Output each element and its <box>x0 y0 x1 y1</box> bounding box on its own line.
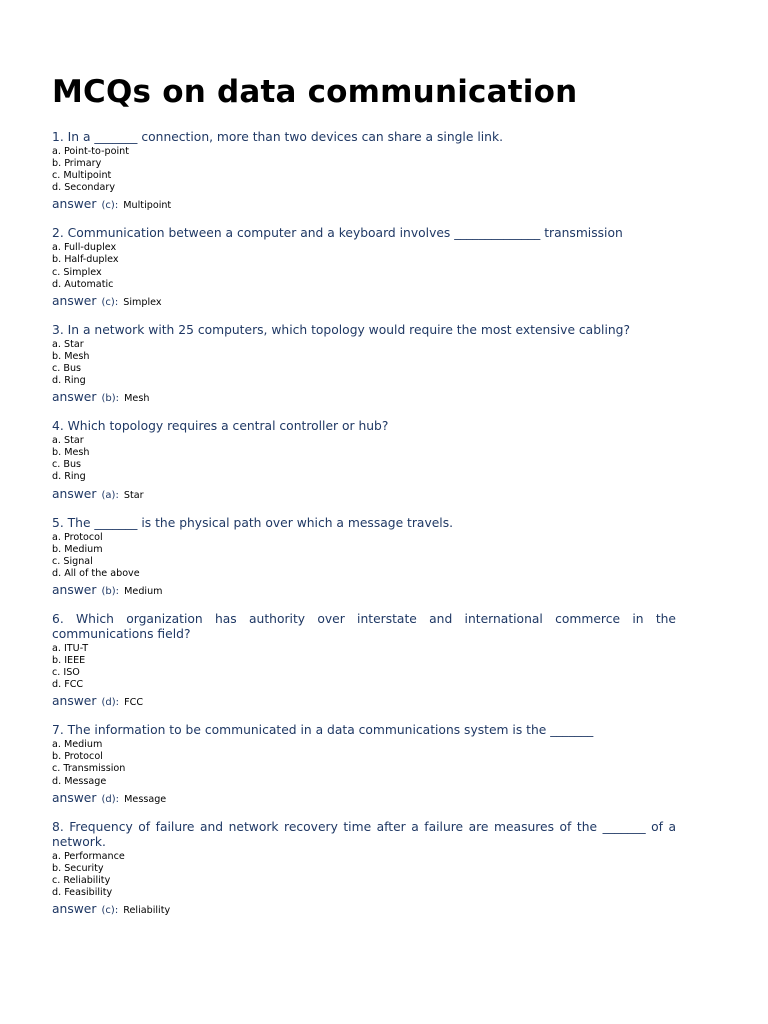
option-item: a. Full-duplex <box>52 242 117 254</box>
answer-label: answer <box>52 790 97 805</box>
answer-line <box>52 582 676 598</box>
answer-line <box>52 486 676 502</box>
answer-value: Reliability <box>123 905 171 916</box>
question-block <box>52 130 676 212</box>
answer-label: answer <box>52 694 97 709</box>
option-item: d. Ring <box>52 375 86 387</box>
option-item: c. Simplex <box>52 266 102 278</box>
option-item: a. Performance <box>52 850 125 862</box>
option-item: d. Ring <box>52 471 86 483</box>
option-item: c. Transmission <box>52 763 126 775</box>
answer-value: FCC <box>124 697 144 709</box>
answer-label: answer <box>52 582 97 597</box>
option-item: b. Mesh <box>52 447 90 459</box>
option-item: a. Star <box>52 338 84 350</box>
question-text: 1. In a _______ connection, more than two devices can share a single link. <box>52 130 503 144</box>
answer-line <box>52 901 676 917</box>
answer-key: (c): <box>101 296 119 308</box>
answer-line <box>52 196 676 212</box>
option-list <box>52 851 676 899</box>
question-block <box>52 323 676 405</box>
option-item: d. Secondary <box>52 182 115 194</box>
option-item: c. Reliability <box>52 874 111 886</box>
question-block <box>52 419 676 501</box>
question-text: 2. Communication between a computer and a keyboard involves ______________ transmission <box>52 226 623 241</box>
answer-value: Message <box>124 793 167 805</box>
option-item: a. Medium <box>52 739 103 751</box>
answer-value: Simplex <box>123 296 162 308</box>
answer-value: Mesh <box>124 393 150 405</box>
option-list <box>52 739 676 787</box>
option-item: b. Medium <box>52 543 103 555</box>
answer-value: Star <box>123 489 144 501</box>
question-block <box>52 612 676 709</box>
question-block <box>52 226 676 308</box>
option-item: d. Message <box>52 775 107 787</box>
option-list <box>52 339 676 387</box>
question-block <box>52 820 676 917</box>
option-item: c. Bus <box>52 459 82 471</box>
question-text: 3. In a network with 25 computers, which topology would require the most extensive cabling? <box>52 322 630 337</box>
document-page <box>52 72 676 917</box>
question-text: 6. Which organization has authority over interstate and international commerce in the communications field? <box>52 611 676 641</box>
question-block <box>52 516 676 598</box>
answer-line <box>52 790 676 806</box>
option-item: b. Security <box>52 862 104 874</box>
answer-line <box>52 389 676 405</box>
question-text: 7. The information to be communicated in a data communications system is the _______ <box>52 723 594 738</box>
option-list <box>52 643 676 691</box>
answer-key: (c): <box>101 905 119 916</box>
answer-value: Multipoint <box>123 200 172 212</box>
answer-key: (d): <box>101 793 120 805</box>
option-item: c. Multipoint <box>52 170 112 182</box>
answer-value: Medium <box>124 585 163 597</box>
option-list <box>52 146 676 194</box>
answer-key: (c): <box>101 200 119 212</box>
option-item: a. ITU-T <box>52 642 89 654</box>
answer-label: answer <box>52 293 97 308</box>
question-list <box>52 130 676 917</box>
question-text: 8. Frequency of failure and network recovery time after a failure are measures of the _______ of a network. <box>52 819 676 849</box>
option-item: d. Automatic <box>52 278 114 290</box>
option-item: a. Point-to-point <box>52 146 129 157</box>
option-item: d. FCC <box>52 679 84 691</box>
question-text: 4. Which topology requires a central controller or hub? <box>52 419 389 434</box>
answer-key: (d): <box>101 697 120 709</box>
answer-key: (b): <box>101 393 120 405</box>
option-item: b. Half-duplex <box>52 254 119 266</box>
answer-label: answer <box>52 486 97 501</box>
answer-line <box>52 293 676 309</box>
answer-label: answer <box>52 390 97 405</box>
answer-key: (a): <box>101 489 119 501</box>
option-list <box>52 242 676 290</box>
option-list <box>52 435 676 483</box>
answer-key: (b): <box>101 585 120 597</box>
answer-label: answer <box>52 197 97 212</box>
option-item: c. ISO <box>52 667 80 679</box>
answer-label: answer <box>52 902 97 916</box>
option-item: b. Primary <box>52 158 102 170</box>
option-list <box>52 532 676 580</box>
option-item: c. Signal <box>52 555 93 567</box>
option-item: a. Star <box>52 435 84 447</box>
option-item: c. Bus <box>52 362 82 374</box>
option-item: b. IEEE <box>52 654 86 666</box>
question-text: 5. The _______ is the physical path over which a message travels. <box>52 515 454 530</box>
option-item: d. All of the above <box>52 567 140 579</box>
option-item: b. Mesh <box>52 350 90 362</box>
question-block <box>52 723 676 805</box>
option-item: a. Protocol <box>52 531 103 543</box>
answer-line <box>52 693 676 709</box>
option-item: d. Feasibility <box>52 886 113 898</box>
option-item: b. Protocol <box>52 751 103 763</box>
page-title: MCQs on data communication <box>52 74 578 110</box>
